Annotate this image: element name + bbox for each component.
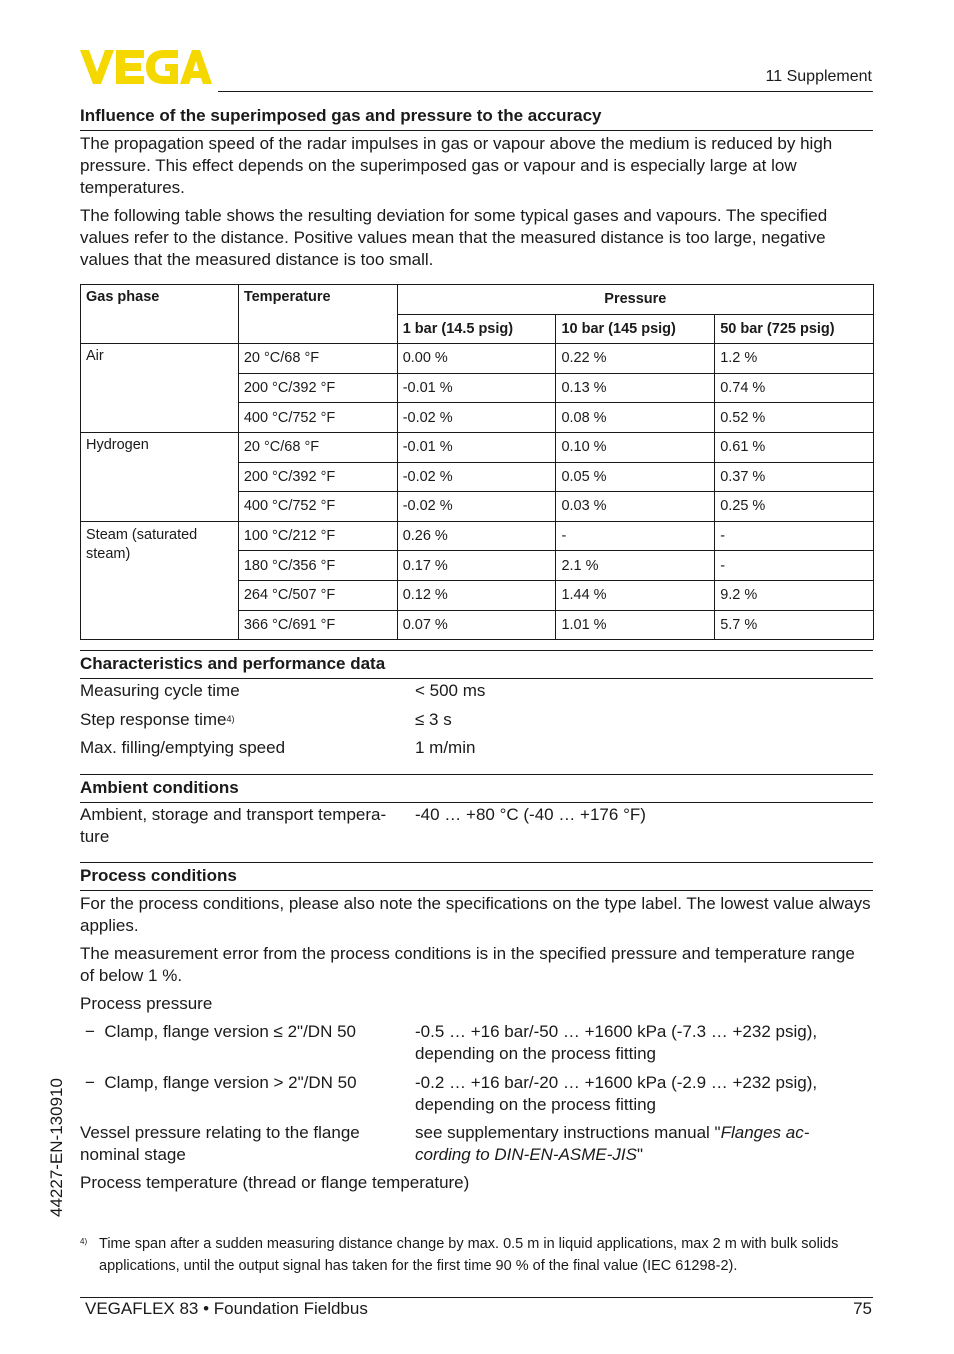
th-pressure-50bar: 50 bar (725 psig)	[715, 314, 874, 344]
process-para-2: The measurement error from the process conditions is in the specified pressure and temperature range of below 1 %.	[80, 944, 855, 985]
temp-cell: 366 °C/691 °F	[238, 610, 397, 640]
document-id: 44227-EN-130910	[47, 1078, 66, 1217]
value-cell: -0.01 %	[397, 432, 556, 462]
temp-cell: 20 °C/68 °F	[238, 432, 397, 462]
value-cell: -	[715, 521, 874, 551]
value-cell: 0.37 %	[715, 462, 874, 492]
value-cell: 0.22 %	[556, 344, 715, 374]
spec-value-line1: -0.2 … +16 bar/-20 … +1600 kPa (-2.9 … +232 psig),	[415, 1073, 818, 1092]
value-cell: -	[556, 521, 715, 551]
footnote	[80, 1233, 873, 1277]
footnote-text: Time span after a sudden measuring distance change by max. 0.5 m in liquid applications, max 2 m with bulk solids applications, until the output signal has taken for the first time 90 % of the final value (IEC 61298-2).	[99, 1236, 839, 1274]
value-cell: 0.00 %	[397, 344, 556, 374]
value-cell: 0.08 %	[556, 403, 715, 433]
vessel-value-suffix: "	[637, 1145, 644, 1164]
value-cell: 0.52 %	[715, 403, 874, 433]
footnote-ref: 4)	[226, 714, 235, 724]
value-cell: 0.03 %	[556, 492, 715, 522]
value-cell: 0.25 %	[715, 492, 874, 522]
ambient-label-line2: ture	[80, 827, 110, 846]
header-rule	[218, 91, 873, 92]
gas-section	[80, 103, 873, 271]
header-section-label: 11 Supplement	[765, 68, 872, 85]
gas-cell: Steam (saturated steam)	[81, 521, 239, 639]
value-cell: 0.26 %	[397, 521, 556, 551]
vessel-label-line1: Vessel pressure relating to the flange	[80, 1123, 360, 1142]
gas-cell: Hydrogen	[81, 432, 239, 521]
footer-doc-title: VEGAFLEX 83 • Foundation Fieldbus	[85, 1299, 368, 1318]
spec-value	[415, 1021, 875, 1065]
th-pressure-1bar: 1 bar (14.5 psig)	[397, 314, 556, 344]
th-pressure: Pressure	[397, 285, 873, 315]
value-cell: -0.02 %	[397, 492, 556, 522]
table-row	[81, 432, 874, 462]
spec-label-wrap	[80, 709, 234, 731]
process-section	[80, 862, 873, 1015]
spec-label	[85, 1021, 356, 1043]
table-row	[81, 521, 874, 551]
spec-value	[415, 1122, 875, 1166]
value-cell: 0.61 %	[715, 432, 874, 462]
value-cell: 0.13 %	[556, 373, 715, 403]
value-cell: -0.02 %	[397, 403, 556, 433]
gas-para-2: The following table shows the resulting deviation for some typical gases and vapours. The specified values refer to the distance. Positive values mean that the measured distance is too large, negative values that the measured distance is too small.	[80, 206, 828, 269]
spec-label	[80, 1122, 360, 1166]
spec-label: Measuring cycle time	[80, 681, 240, 700]
vega-logo	[80, 50, 212, 84]
th-temperature: Temperature	[238, 285, 397, 344]
spec-value-line1: -0.5 … +16 bar/-50 … +1600 kPa (-7.3 … +232 psig),	[415, 1022, 818, 1041]
ambient-label-line1: Ambient, storage and transport tempera-	[80, 805, 387, 824]
process-para-1: For the process conditions, please also note the specifications on the type label. The lowest value always applies.	[80, 894, 871, 935]
spec-value-line2: depending on the process fitting	[415, 1095, 657, 1114]
ambient-title: Ambient conditions	[80, 774, 873, 803]
temp-cell: 200 °C/392 °F	[238, 462, 397, 492]
value-cell: 0.12 %	[397, 580, 556, 610]
vessel-label-line2: nominal stage	[80, 1145, 186, 1164]
value-cell: -0.01 %	[397, 373, 556, 403]
process-temperature-label: Process temperature (thread or flange temperature)	[80, 1173, 470, 1192]
ambient-section	[80, 774, 873, 803]
value-cell: 0.74 %	[715, 373, 874, 403]
list-dash: −	[85, 1022, 95, 1041]
value-cell: 0.05 %	[556, 462, 715, 492]
value-cell: 0.17 %	[397, 551, 556, 581]
table-row	[81, 344, 874, 374]
th-pressure-10bar: 10 bar (145 psig)	[556, 314, 715, 344]
process-title: Process conditions	[80, 862, 873, 891]
characteristics-section	[80, 650, 873, 679]
spec-label	[80, 804, 386, 848]
vessel-value-italic2: cording to DIN-EN-ASME-JIS	[415, 1145, 637, 1164]
spec-label: Step response time	[80, 710, 227, 729]
spec-label-text: Clamp, flange version > 2"/DN 50	[104, 1073, 357, 1092]
value-cell: -	[715, 551, 874, 581]
spec-value: 1 m/min	[415, 738, 476, 757]
temp-cell: 100 °C/212 °F	[238, 521, 397, 551]
temp-cell: 180 °C/356 °F	[238, 551, 397, 581]
spec-label	[85, 1072, 357, 1094]
spec-value	[415, 1072, 875, 1116]
gas-cell: Air	[81, 344, 239, 433]
value-cell: -0.02 %	[397, 462, 556, 492]
spec-value: < 500 ms	[415, 681, 486, 700]
characteristics-title: Characteristics and performance data	[80, 650, 873, 679]
value-cell: 1.2 %	[715, 344, 874, 374]
value-cell: 9.2 %	[715, 580, 874, 610]
page-number: 75	[853, 1299, 872, 1318]
value-cell: 0.07 %	[397, 610, 556, 640]
value-cell: 1.01 %	[556, 610, 715, 640]
footer-rule	[80, 1297, 873, 1298]
gas-deviation-table	[80, 284, 874, 640]
spec-label: Max. filling/emptying speed	[80, 738, 286, 757]
value-cell: 2.1 %	[556, 551, 715, 581]
value-cell: 1.44 %	[556, 580, 715, 610]
gas-section-title: Influence of the superimposed gas and pressure to the accuracy	[80, 103, 873, 131]
spec-value-line2: depending on the process fitting	[415, 1044, 657, 1063]
temp-cell: 200 °C/392 °F	[238, 373, 397, 403]
footnote-mark: 4)	[80, 1237, 88, 1246]
value-cell: 0.10 %	[556, 432, 715, 462]
process-pressure-label: Process pressure	[80, 994, 213, 1013]
value-cell: 5.7 %	[715, 610, 874, 640]
temp-cell: 264 °C/507 °F	[238, 580, 397, 610]
vessel-value-prefix: see supplementary instructions manual "	[415, 1123, 721, 1142]
list-dash: −	[85, 1073, 95, 1092]
temp-cell: 400 °C/752 °F	[238, 492, 397, 522]
spec-value: ≤ 3 s	[415, 710, 452, 729]
temp-cell: 20 °C/68 °F	[238, 344, 397, 374]
spec-value: -40 … +80 °C (-40 … +176 °F)	[415, 805, 646, 824]
spec-label-text: Clamp, flange version ≤ 2"/DN 50	[104, 1022, 356, 1041]
th-gas-phase: Gas phase	[81, 285, 239, 344]
temp-cell: 400 °C/752 °F	[238, 403, 397, 433]
gas-para-1: The propagation speed of the radar impulses in gas or vapour above the medium is reduced by high pressure. This effect depends on the superimposed gas or vapour and is especially large at low temperatures.	[80, 134, 833, 197]
vessel-value-italic1: Flanges ac-	[720, 1123, 810, 1142]
